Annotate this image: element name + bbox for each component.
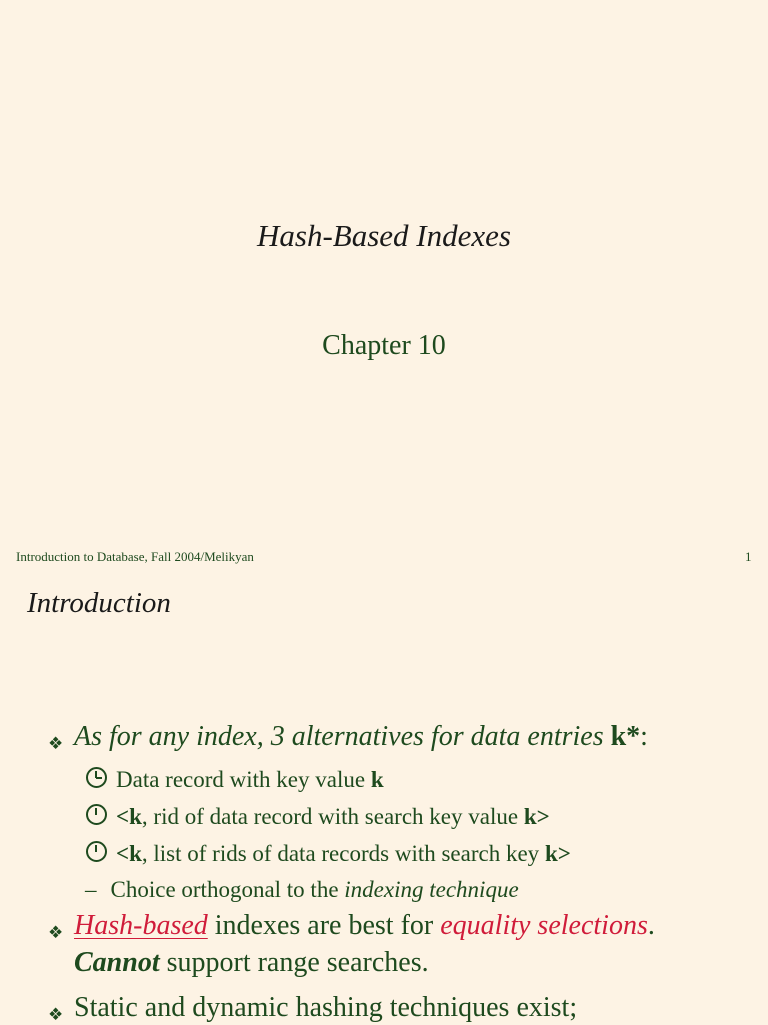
slide-title: Hash-Based Indexes [257,218,511,253]
sub-item-2: <k, rid of data record with search key value k> [86,804,550,830]
clock-icon [86,804,107,825]
diamond-bullet-icon: ❖ [48,734,64,753]
diamond-bullet-icon: ❖ [48,1005,64,1024]
equality-selections-term: equality selections [440,910,648,941]
colon: : [640,721,648,752]
key-label: k* [610,721,641,752]
sub-item-3: <k, list of rids of data records with search key k> [86,841,571,867]
slide2-title: Introduction [27,587,171,619]
hash-based-term: Hash-based [74,910,208,941]
page-number: 1 [745,549,752,564]
bullet-text: As for any index, 3 alternatives for data entries [74,721,604,752]
clock-icon [86,767,107,788]
dash-item: – Choice orthogonal to the indexing technique [85,877,519,902]
slide-footer: Introduction to Database, Fall 2004/Melikyan [16,549,254,564]
clock-icon [86,841,107,862]
sub-item-1: Data record with key value k [86,767,384,793]
chapter-label: Chapter 10 [322,330,446,361]
diamond-bullet-icon: ❖ [48,923,64,942]
